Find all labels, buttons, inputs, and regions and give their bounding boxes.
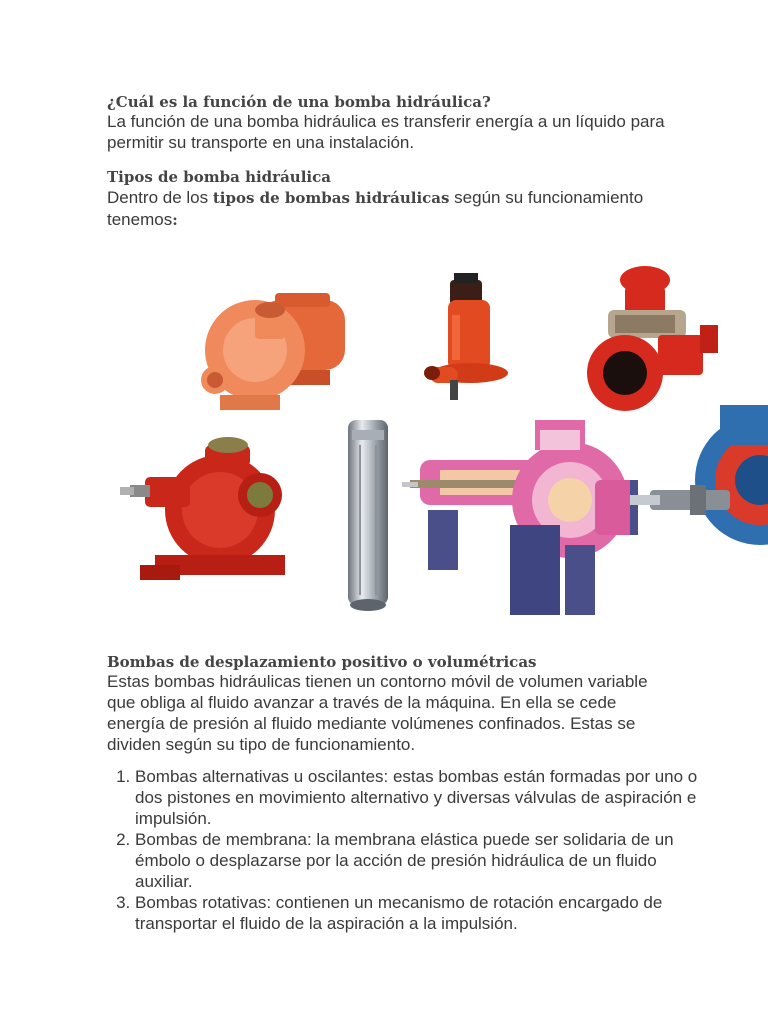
cutaway-centrifugal-pump-icon: [402, 420, 638, 615]
section-body-function: La función de una bomba hidráulica es transferir energía a un líquido para permitir su transporte en una instalación.: [107, 112, 665, 152]
section-body-displacement: Estas bombas hidráulicas tienen un contorno móvil de volumen variable que obliga al fluido avanzar a través de la máquina. En ella se cede energía de presión al fluido mediante volúmenes confinados. Estas se dividen según su tipo de funcionamiento.: [107, 672, 648, 754]
pump-collage-image: [110, 255, 768, 635]
types-body-bold: tipos de bombas hidráulicas: [212, 189, 450, 207]
list-item: 3. Bombas rotativas: contienen un mecanismo de rotación encargado de transportar el fluido de la aspiración a la impulsión.: [135, 892, 705, 934]
silver-borehole-pump-icon: [348, 420, 388, 611]
red-self-priming-pump-icon: [120, 437, 285, 580]
section-title-function: ¿Cuál es la función de una bomba hidráulica?: [107, 93, 491, 111]
red-valve-pump-icon: [587, 266, 718, 411]
blue-cutaway-pump-icon: [630, 405, 768, 545]
list-item: 1. Bombas alternativas u oscilantes: estas bombas están formadas por uno o dos pistones en movimiento alternativo y diversas válvulas de aspiración e impulsión.: [135, 766, 705, 829]
types-body-prefix: Dentro de los: [107, 188, 213, 207]
list-item: 2. Bombas de membrana: la membrana elástica puede ser solidaria de un émbolo o desplazarse por la acción de presión hidráulica de un fluido auxiliar.: [135, 829, 705, 892]
types-body-suffix: según su funcionamiento tenemos: [107, 188, 644, 229]
pump-types-list: [107, 766, 705, 934]
section-title-types: Tipos de bomba hidráulica: [107, 168, 331, 186]
section-body-types: [107, 187, 667, 231]
section-title-displacement: Bombas de desplazamiento positivo o volumétricas: [107, 653, 537, 671]
orange-centrifugal-pump-icon: [201, 293, 345, 410]
red-submersible-pump-icon: [424, 273, 508, 400]
types-body-colon: :: [172, 211, 178, 229]
